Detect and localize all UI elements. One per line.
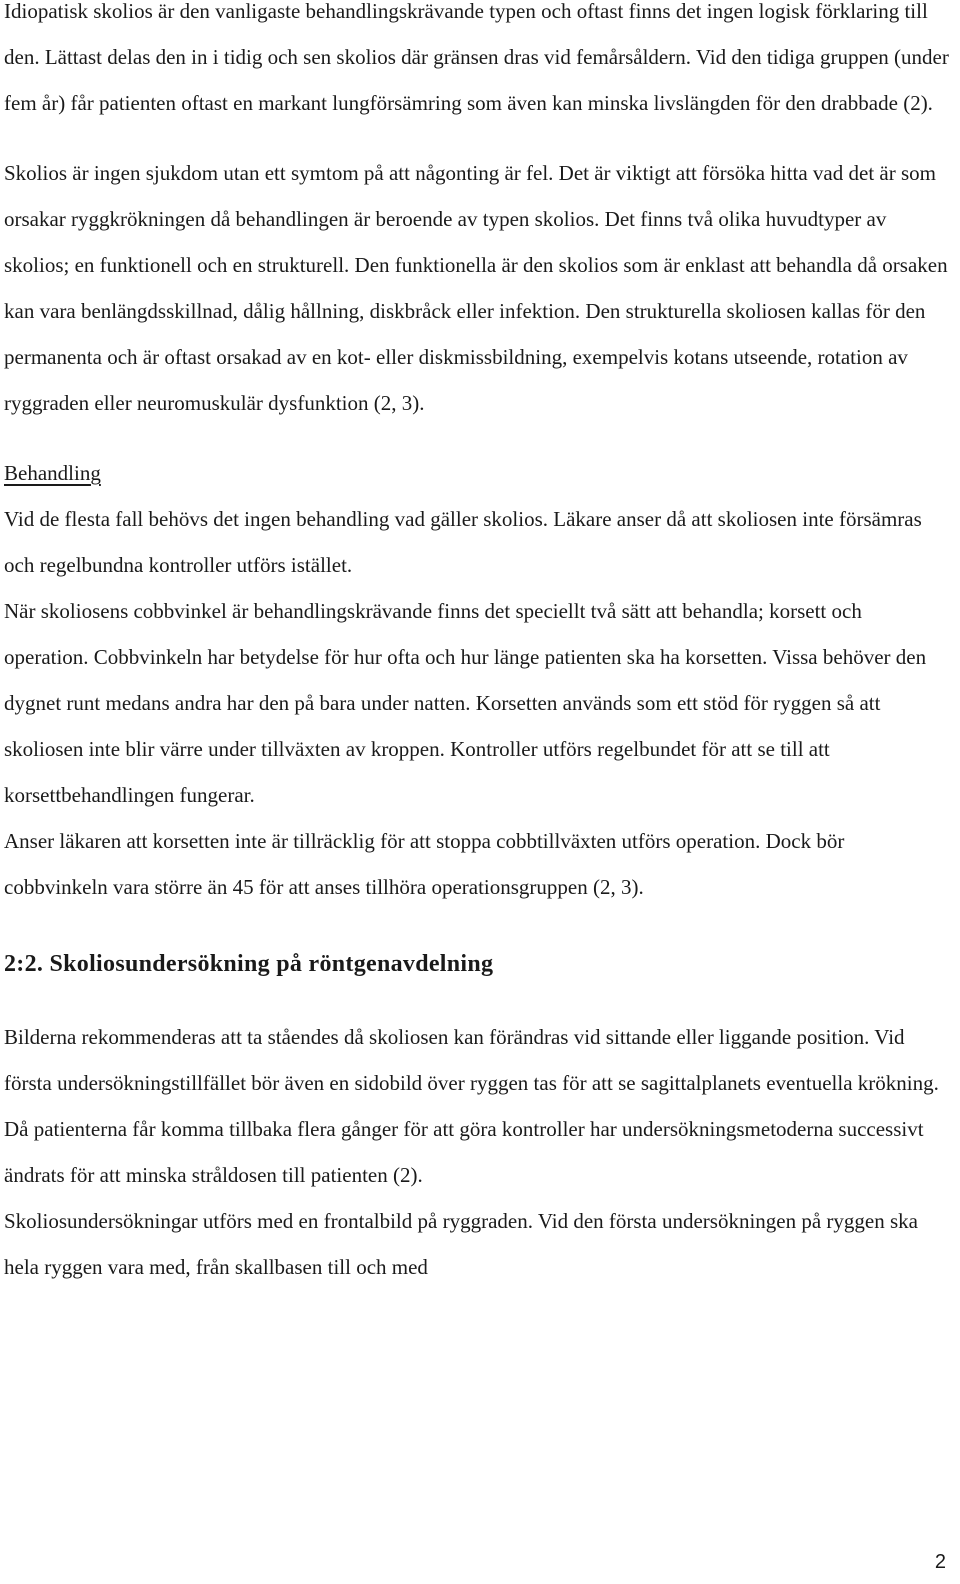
subheading-treatment: Behandling [4, 461, 101, 485]
paragraph-treatment-brace: När skoliosens cobbvinkel är behandlingskrävande finns det speciellt två sätt att behandla; korsett och operation. Cobbvinkeln har betydelse för hur ofta och hur länge patienten ska ha korsetten. Vissa behöver den dygnet runt medans andra har den på bara under natten. Korsetten används som ett stöd för ryggen så att skoliosen inte blir värre under tillväxten av kroppen. Kontroller utförs regelbundet för att se till att korsettbehandlingen fungerar. [4, 599, 927, 807]
section-heading: 2:2. Skoliosundersökning på röntgenavdelning [4, 951, 494, 977]
paragraph-idiopathic-scoliosis: Idiopatisk skolios är den vanligaste behandlingskrävande typen och oftast finns det ingen logisk förklaring till den. Lättast delas den in i tidig och sen skolios där gränsen dras vid femårsåldern. Vid den tidiga gruppen (under fem år) får patienten oftast en markant lungförsämring som även kan minska livslängden för den drabbade (2). [4, 0, 949, 115]
paragraph-standing-images: Bilderna rekommenderas att ta ståendes då skoliosen kan förändras vid sittande eller liggande position. Vid första undersökningstillfället bör även en sidobild över ryggen tas för att se sagittalplanets eventuella krökning. Då patienterna får komma tillbaka flera gånger för att göra kontroller har undersökningsmetoderna successivt ändrats för att minska stråldosen till patienten (2). [4, 1025, 939, 1187]
paragraph-treatment-operation: Anser läkaren att korsetten inte är tillräcklig för att stoppa cobbtillväxten utförs operation. Dock bör cobbvinkeln vara större än 45 för att anses tillhöra operationsgruppen (2, 3). [4, 829, 845, 899]
page-number: 2 [934, 1551, 946, 1573]
document-page [4, 0, 950, 1290]
paragraph-frontal-image: Skoliosundersökningar utförs med en frontalbild på ryggraden. Vid den första undersökningen på ryggen ska hela ryggen vara med, från skallbasen till och med [4, 1209, 918, 1279]
paragraph-treatment-none: Vid de flesta fall behövs det ingen behandling vad gäller skolios. Läkare anser då att skoliosen inte försämras och regelbundna kontroller utförs istället. [4, 507, 922, 577]
paragraph-scoliosis-types: Skolios är ingen sjukdom utan ett symtom på att någonting är fel. Det är viktigt att försöka hitta vad det är som orsakar ryggkrökningen då behandlingen är beroende av typen skolios. Det finns två olika huvudtyper av skolios; en funktionell och en strukturell. Den funktionella är den skolios som är enklast att behandla då orsaken kan vara benlängdsskillnad, dålig hållning, diskbråck eller infektion. Den strukturella skoliosen kallas för den permanenta och är oftast orsakad av en kot- eller diskmissbildning, exempelvis kotans utseende, rotation av ryggraden eller neuromuskulär dysfunktion (2, 3). [4, 161, 948, 415]
